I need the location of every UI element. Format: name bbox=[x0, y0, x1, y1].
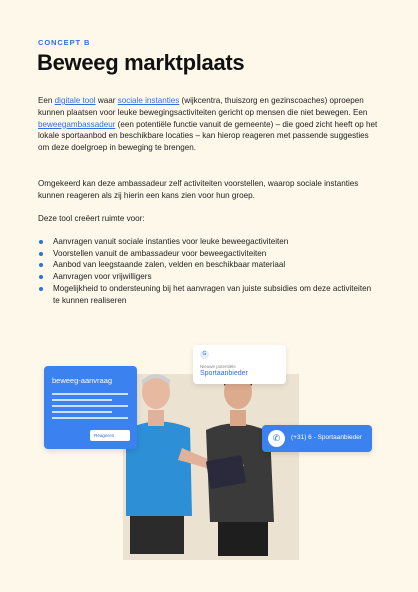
list-item: Aanvragen voor vrijwilligers bbox=[38, 271, 380, 283]
paragraph-3: Deze tool creëert ruimte voor: bbox=[38, 214, 145, 223]
list-item: Voorstellen vanuit de ambassadeur voor beweegactiviteiten bbox=[38, 248, 380, 260]
link-beweegambassadeur[interactable]: beweegambassadeur bbox=[38, 119, 116, 129]
provider-icon: G bbox=[200, 350, 209, 359]
provider-small-text: Nieuwe potentiële bbox=[200, 364, 236, 369]
list-item: Mogelijkheid to ondersteuning bij het aanvragen van juiste subsidies om deze activiteiten te kunnen realiseren bbox=[38, 283, 380, 306]
phone-text: (+31) 6 - Sportaanbieder bbox=[291, 434, 363, 441]
page-title: Beweeg marktplaats bbox=[37, 50, 245, 75]
text-line bbox=[52, 393, 128, 395]
paragraph-2: Omgekeerd kan deze ambassadeur zelf activiteiten voorstellen, waarop sociale instanties kunnen reageren als zij hierin een kans zien voor hun groep. bbox=[38, 179, 359, 200]
phone-icon: ✆ bbox=[268, 430, 285, 447]
intro-text-3: (wijkcentra, thuiszorg en gezinscoaches) oproepen kunnen plaatsen voor leuke bewegingsactiviteiten gericht op mensen die niet bewegen. Een bbox=[38, 96, 368, 117]
person-icon-left bbox=[126, 374, 216, 554]
text-line bbox=[52, 417, 128, 419]
provider-title: Sportaanbieder bbox=[200, 370, 248, 377]
feature-list bbox=[38, 236, 380, 306]
provider-card bbox=[193, 345, 286, 384]
intro-paragraph bbox=[38, 95, 380, 154]
people-illustration bbox=[120, 370, 300, 560]
phone-card bbox=[262, 425, 372, 452]
text-line bbox=[52, 399, 112, 401]
intro-text-1: Een bbox=[38, 96, 55, 105]
request-card-label: beweeg-aanvraag bbox=[52, 376, 113, 385]
intro-text-2: waar bbox=[95, 96, 118, 105]
link-sociale-instanties[interactable]: sociale instanties bbox=[117, 96, 180, 105]
concept-label: CONCEPT B bbox=[38, 38, 91, 47]
link-digitale-tool[interactable]: digitale tool bbox=[54, 96, 96, 105]
reply-button[interactable]: Reageren bbox=[90, 430, 130, 441]
text-line bbox=[52, 411, 112, 413]
intro-text-4: (een potentiële functie vanuit de gemeente) – die goed zicht heeft op het lokale sportaanbod en beschikbare locaties – kan hierop reageren met passende suggesties om deze doelgroep in beweging te brengen. bbox=[38, 119, 378, 153]
request-card bbox=[44, 366, 137, 449]
text-line bbox=[52, 405, 128, 407]
list-item: Aanbod van leegstaande zalen, velden en beschikbaar materiaal bbox=[38, 259, 380, 271]
list-item: Aanvragen vanuit sociale instanties voor leuke beweegactiviteiten bbox=[38, 236, 380, 248]
